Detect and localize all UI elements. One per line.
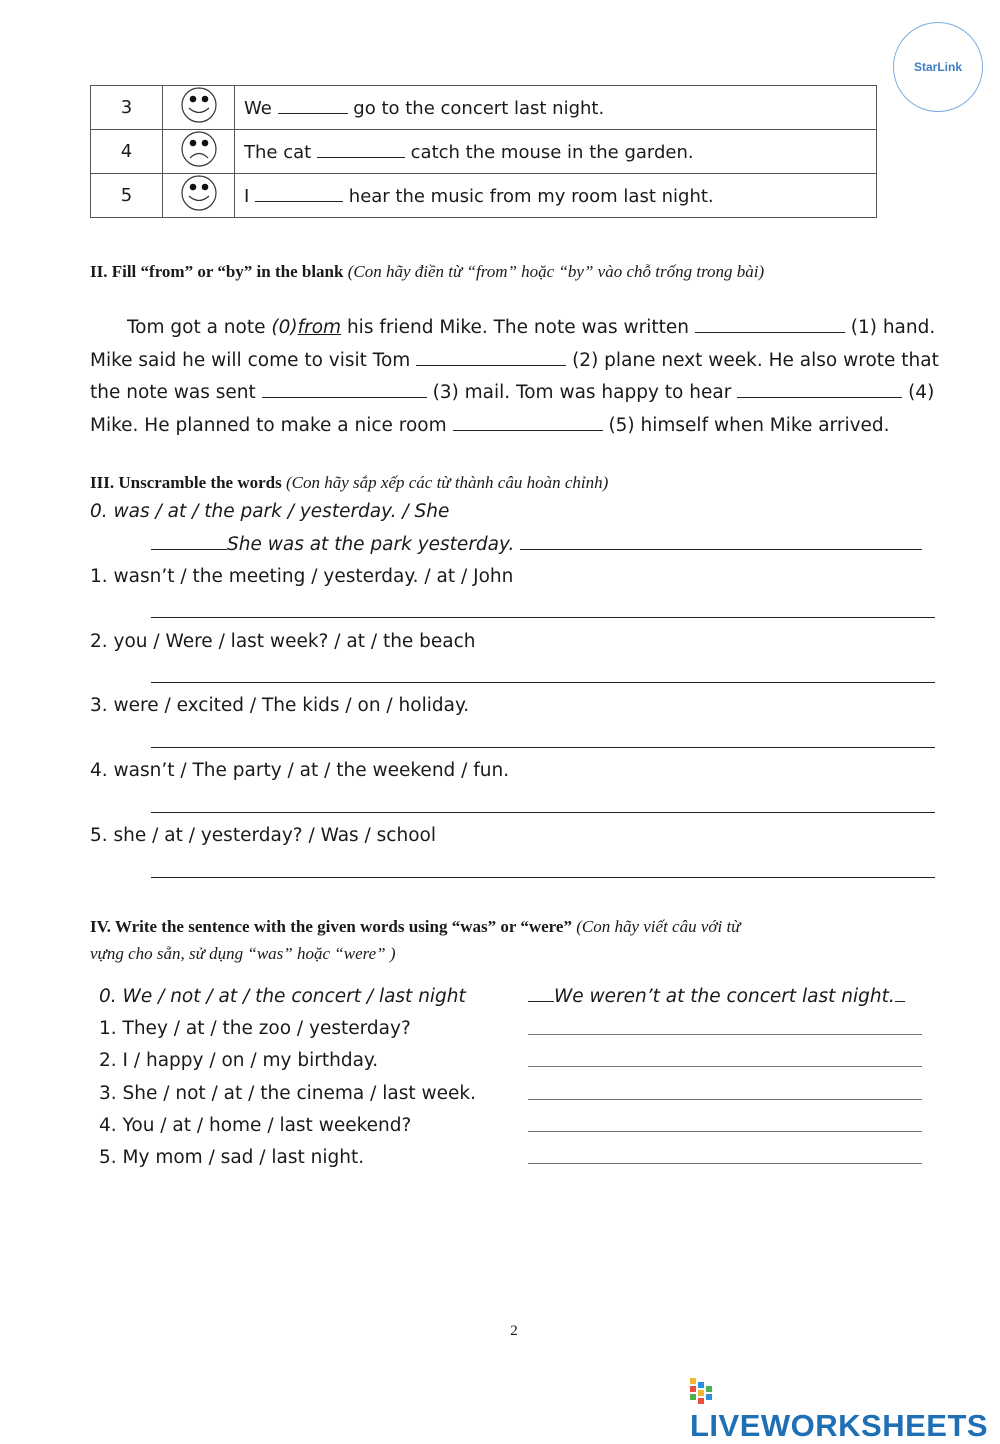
sentence-answer-2[interactable] bbox=[528, 1066, 922, 1067]
unscramble-item-4: 4. wasn’t / The party / at / the weekend / fun. bbox=[90, 760, 510, 781]
para-line-2 bbox=[90, 345, 940, 378]
unscramble-item-1: 1. wasn’t / the meeting / yesterday. / at / John bbox=[90, 566, 514, 587]
happy-face-icon bbox=[163, 86, 235, 130]
logo-text: StarLink bbox=[913, 60, 962, 74]
para-line-1 bbox=[90, 312, 940, 345]
section-3-title: III. Unscramble the words bbox=[90, 473, 282, 492]
section-4-subtitle-cont: vựng cho sẵn, sử dụng “was” hoặc “were” ) bbox=[90, 944, 396, 963]
sentence-prompt-5: 5. My mom / sad / last night. bbox=[99, 1147, 365, 1168]
answer-line-2[interactable] bbox=[151, 682, 935, 683]
sentence-answer-3[interactable] bbox=[528, 1099, 922, 1100]
example-answer: She was at the park yesterday. bbox=[227, 534, 515, 555]
example-answer-line bbox=[151, 534, 922, 555]
para-text: (4) bbox=[908, 382, 935, 403]
table-sentence bbox=[235, 130, 877, 174]
table-sentence bbox=[235, 174, 877, 218]
answer-blank[interactable] bbox=[255, 185, 343, 202]
answer-line-4[interactable] bbox=[151, 812, 935, 813]
row-number: 3 bbox=[91, 86, 163, 130]
sentence-prompt-2: 2. I / happy / on / my birthday. bbox=[99, 1050, 379, 1071]
para-text: his friend Mike. The note was written bbox=[346, 317, 689, 338]
underline bbox=[520, 535, 922, 550]
table-sentence bbox=[235, 86, 877, 130]
example-answer: We weren’t at the concert last night. bbox=[554, 986, 895, 1007]
para-text: Mike. He planned to make a nice room bbox=[90, 414, 447, 436]
sentence-answer-5[interactable] bbox=[528, 1163, 922, 1164]
answer-blank[interactable] bbox=[317, 141, 405, 158]
underline bbox=[528, 987, 554, 1002]
section-2-paragraph bbox=[90, 312, 940, 442]
answer-line-3[interactable] bbox=[151, 747, 935, 748]
underline bbox=[151, 535, 227, 550]
para-text: (5) himself when Mike arrived. bbox=[608, 414, 890, 436]
row-number: 5 bbox=[91, 174, 163, 218]
answer-line-5[interactable] bbox=[151, 877, 935, 878]
answer-blank-1[interactable] bbox=[695, 316, 845, 333]
example-answer: from bbox=[297, 317, 342, 338]
liveworksheets-logo bbox=[690, 1372, 1000, 1444]
para-text: the note was sent bbox=[90, 382, 256, 403]
happy-face-icon bbox=[163, 174, 235, 218]
answer-blank[interactable] bbox=[278, 97, 348, 114]
para-text: (3) mail. Tom was happy to hear bbox=[432, 382, 732, 403]
sad-face-icon bbox=[163, 130, 235, 174]
unscramble-item-3: 3. were / excited / The kids / on / holiday. bbox=[90, 695, 470, 716]
sentence-end: go to the concert last night. bbox=[353, 97, 605, 119]
para-line-4 bbox=[90, 410, 940, 443]
example-label: (0) bbox=[271, 317, 298, 338]
sentence-answer-1[interactable] bbox=[528, 1034, 922, 1035]
sentence-answer-4[interactable] bbox=[528, 1131, 922, 1132]
starlink-logo bbox=[893, 22, 983, 112]
section-4-subtitle: (Con hãy viết câu với từ bbox=[576, 917, 741, 936]
section-4-heading bbox=[90, 913, 920, 967]
row-number: 4 bbox=[91, 130, 163, 174]
table-row bbox=[91, 86, 877, 130]
section-2-heading bbox=[90, 262, 764, 282]
mood-table bbox=[90, 85, 877, 218]
sentence-prompt-4: 4. You / at / home / last weekend? bbox=[99, 1115, 412, 1136]
sentence-start: The cat bbox=[244, 141, 312, 163]
table-row bbox=[91, 174, 877, 218]
unscramble-item-5: 5. she / at / yesterday? / Was / school bbox=[90, 825, 436, 846]
example-prompt: 0. was / at / the park / yesterday. / She bbox=[90, 501, 450, 522]
section-2-title: II. Fill “from” or “by” in the blank bbox=[90, 262, 344, 281]
section-4-title: IV. Write the sentence with the given words using “was” or “were” bbox=[90, 917, 572, 936]
section-4-example-answer bbox=[528, 986, 905, 1007]
para-line-3 bbox=[90, 377, 940, 410]
sentence-end: catch the mouse in the garden. bbox=[410, 141, 694, 163]
section-4-example-prompt: 0. We / not / at / the concert / last night bbox=[99, 986, 466, 1007]
sentence-start: We bbox=[244, 97, 272, 119]
sentence-start: I bbox=[244, 185, 250, 207]
answer-line-1[interactable] bbox=[151, 617, 935, 618]
sentence-prompt-1: 1. They / at / the zoo / yesterday? bbox=[99, 1018, 411, 1039]
section-2-subtitle: (Con hãy điền từ “from” hoặc “by” vào chỗ trống trong bài) bbox=[347, 262, 765, 281]
page-number: 2 bbox=[510, 1323, 518, 1339]
answer-blank-3[interactable] bbox=[262, 381, 427, 398]
section-3-heading bbox=[90, 473, 608, 493]
underline bbox=[895, 987, 905, 1002]
section-3-subtitle: (Con hãy sắp xếp các từ thành câu hoàn chỉnh) bbox=[285, 473, 609, 492]
para-text: Mike said he will come to visit Tom bbox=[90, 349, 411, 371]
liveworksheets-mark-icon bbox=[690, 1378, 712, 1406]
sentence-prompt-3: 3. She / not / at / the cinema / last week. bbox=[99, 1083, 477, 1104]
answer-blank-4[interactable] bbox=[737, 381, 902, 398]
para-text: (1) hand. bbox=[850, 317, 936, 338]
unscramble-item-2: 2. you / Were / last week? / at / the beach bbox=[90, 631, 476, 652]
sentence-end: hear the music from my room last night. bbox=[348, 185, 714, 207]
para-text: Tom got a note bbox=[127, 317, 266, 338]
answer-blank-2[interactable] bbox=[416, 349, 566, 366]
answer-blank-5[interactable] bbox=[453, 414, 603, 431]
liveworksheets-text: LIVEWORKSHEETS bbox=[690, 1408, 989, 1443]
table-row bbox=[91, 130, 877, 174]
para-text: (2) plane next week. He also wrote that bbox=[572, 349, 939, 371]
